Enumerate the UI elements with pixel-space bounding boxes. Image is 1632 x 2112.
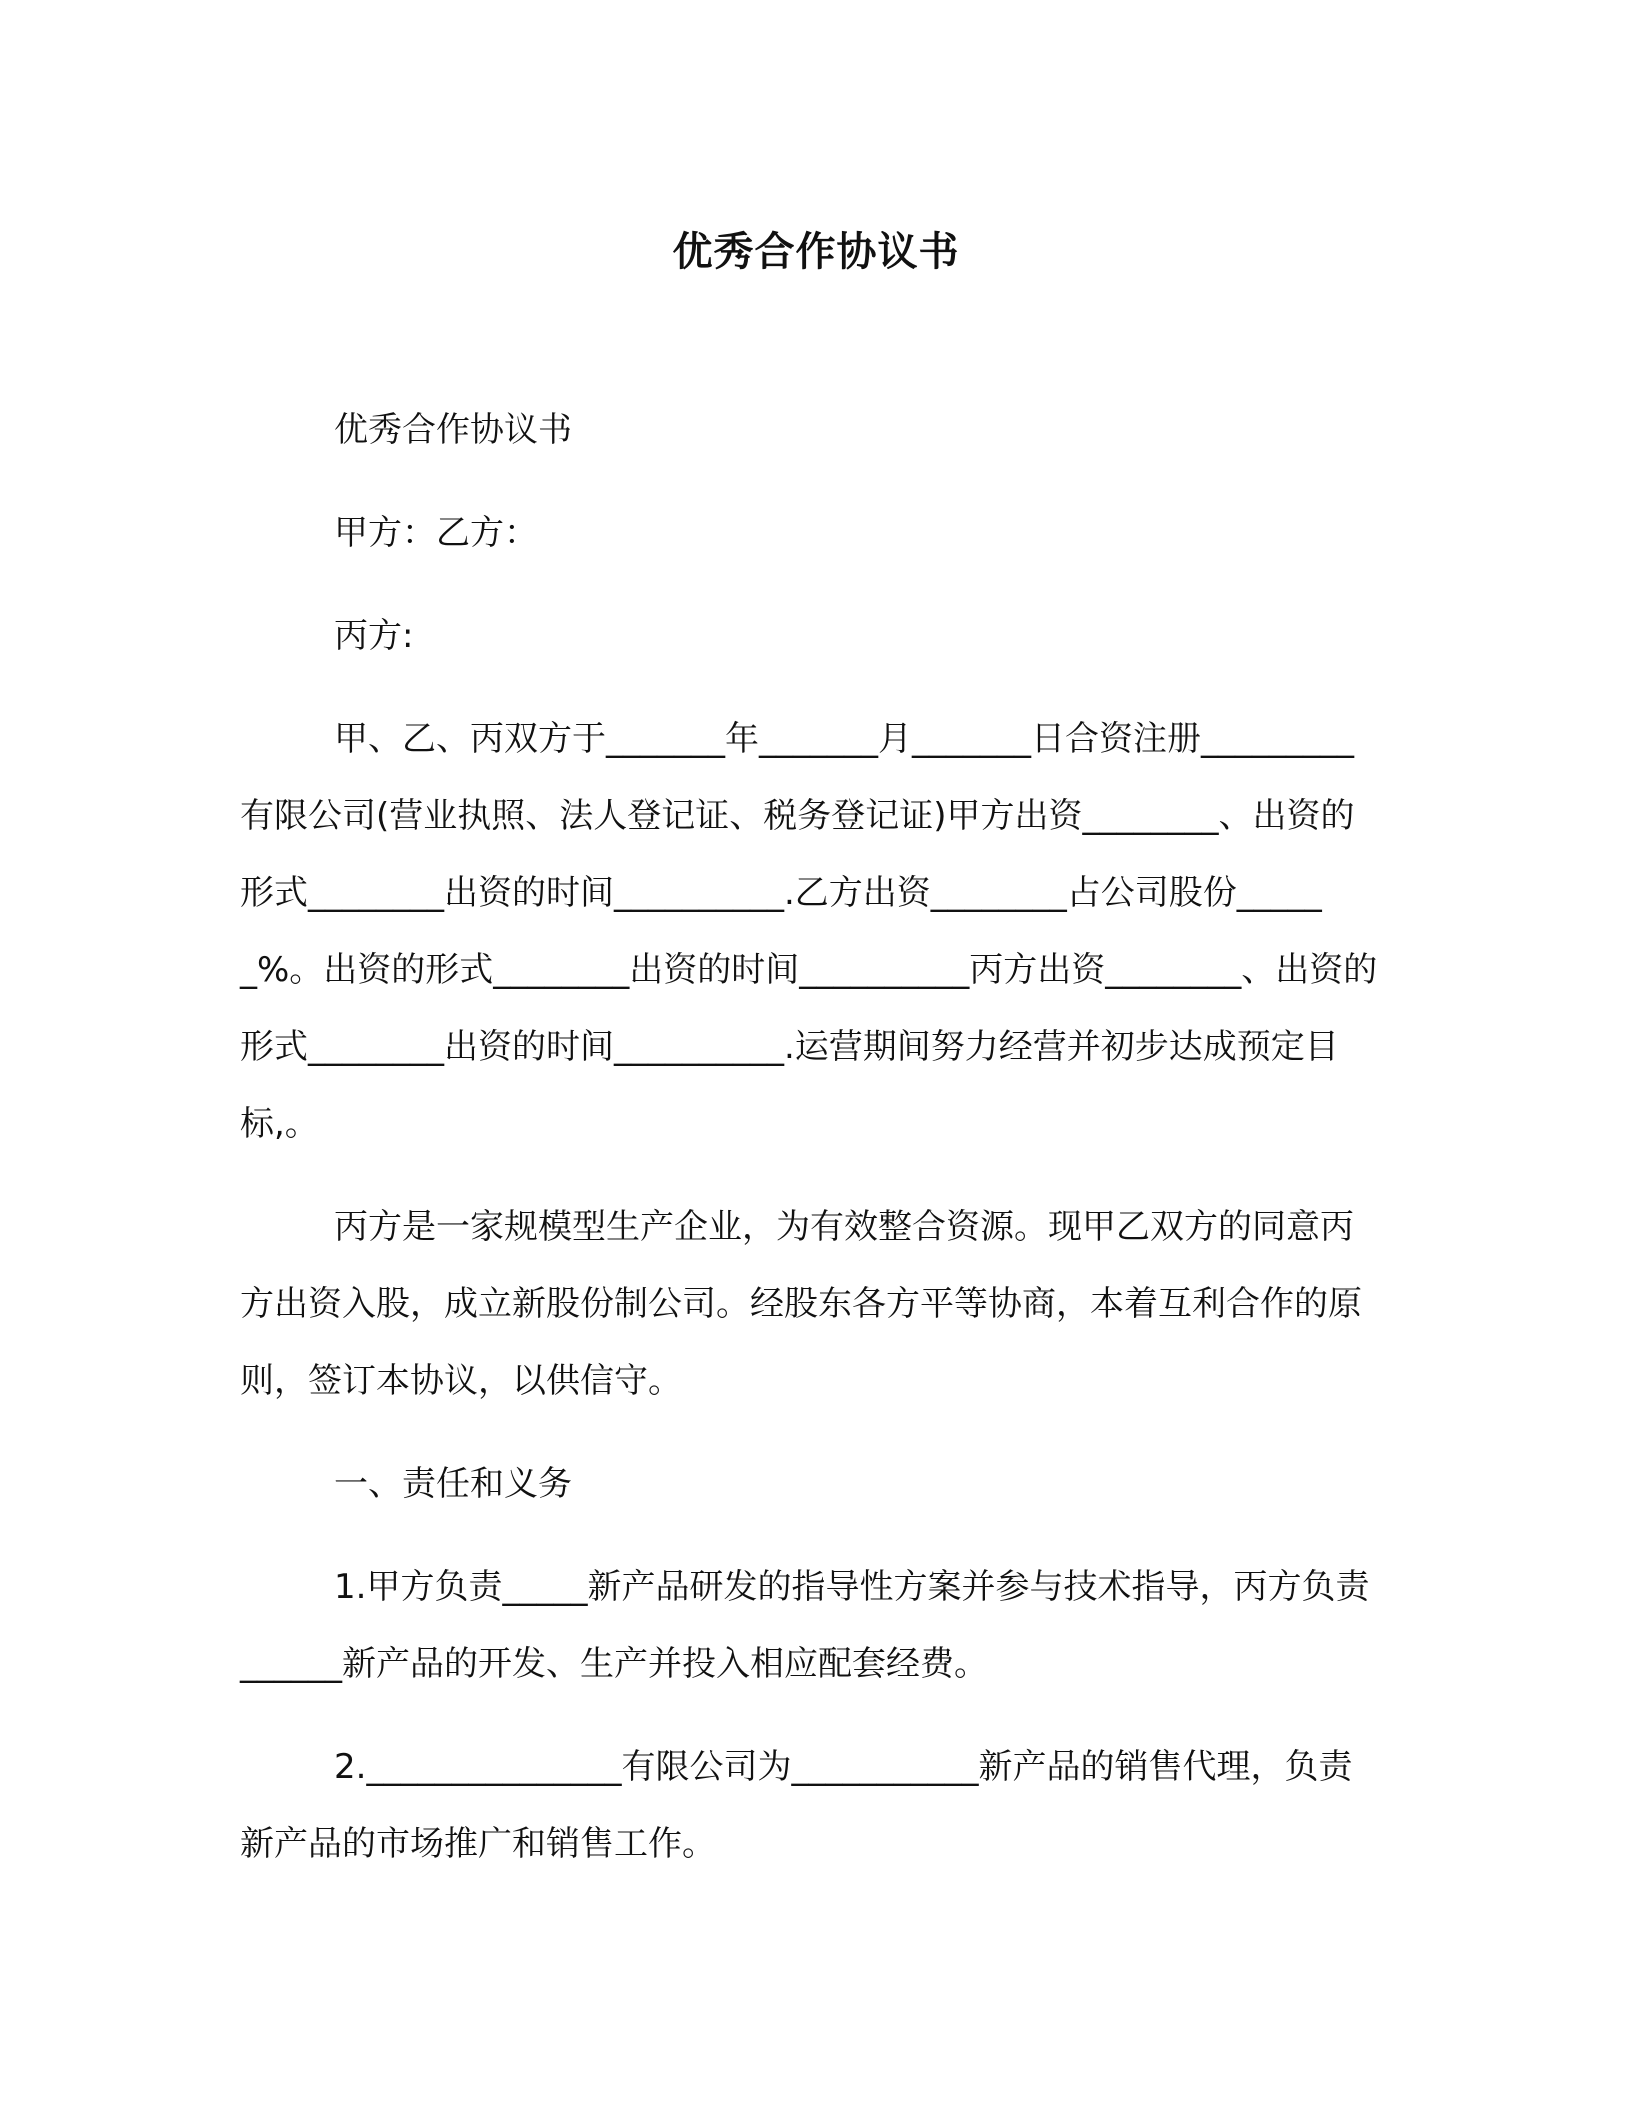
paragraph-party-c: 丙方: [334, 616, 414, 656]
clause-1: 1.甲方负责_____新产品研发的指导性方案并参与技术指导，丙方负责______新产品的开发、生产并投入相应配套经费。 [240, 1567, 1370, 1684]
document-title: 优秀合作协议书 [672, 229, 960, 275]
section-heading-responsibilities: 一、责任和义务 [334, 1464, 572, 1504]
clause-2: 2._______________有限公司为___________新产品的销售代理，负责新产品的市场推广和销售工作。 [240, 1747, 1353, 1864]
paragraph-investment-terms: 甲、乙、丙双方于_______年_______月_______日合资注册_________有限公司(营业执照、法人登记证、税务登记证)甲方出资________、出资的形式________出资的时间__________.乙方出资________占公司股份______%。出资的形式________出资的时间__________丙方出资________、出资的形式________出资的时间__________.运营期间努力经营并初步达成预定目标,。 [240, 719, 1378, 1144]
paragraph-party-a-b: 甲方：乙方： [334, 513, 538, 553]
paragraph-background: 丙方是一家规模型生产企业，为有效整合资源。现甲乙双方的同意丙方出资入股，成立新股份制公司。经股东各方平等协商，本着互利合作的原则，签订本协议，以供信守。 [240, 1207, 1362, 1401]
document-body [240, 392, 1386, 1909]
paragraph-subtitle: 优秀合作协议书 [334, 410, 572, 450]
